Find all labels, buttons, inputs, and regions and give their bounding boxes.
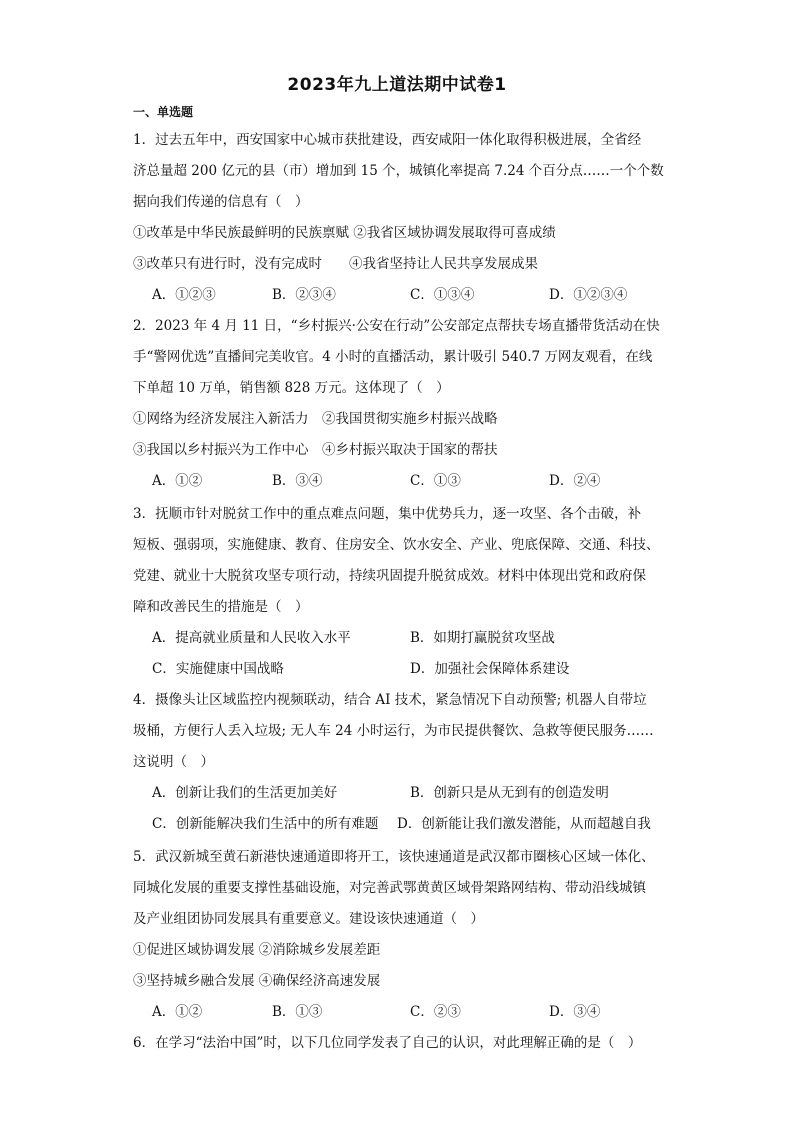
q1-line-2: 济总量超 200 亿元的县（市）增加到 15 个，城镇化率提高 7.24 个百分点……一个个数 [133,163,664,179]
q5-option-d[interactable]: D．③④ [549,1004,601,1020]
q5-statement-1: ①促进区域协调发展 ②消除城乡发展差距 [133,942,381,958]
q3-option-b[interactable]: B．如期打赢脱贫攻坚战 [410,630,555,646]
q2-line-3: 下单超 10 万单，销售额 828 万元。这体现了（ ） [133,380,450,396]
q1-option-c[interactable]: C．①③④ [410,287,475,303]
q4-option-b[interactable]: B．创新只是从无到有的创造发明 [410,785,609,801]
q3-option-a[interactable]: A．提高就业质量和人民收入水平 [152,630,351,646]
q1-statement-1: ①改革是中华民族最鲜明的民族禀赋 ②我省区域协调发展取得可喜成绩 [133,225,556,241]
q5-line-3: 及产业组团协同发展具有重要意义。建设该快速通道（ ） [133,911,484,927]
q2-option-a[interactable]: A．①② [152,473,203,489]
q4-line-3: 这说明（ ） [133,754,214,770]
q2-option-b[interactable]: B．③④ [272,473,323,489]
q1-line-1: 1．过去五年中，西安国家中心城市获批建设，西安咸阳一体化取得积极进展，全省经 [133,132,642,148]
q5-option-c[interactable]: C．②③ [410,1004,461,1020]
q4-line-2: 圾桶，方便行人丢入垃圾; 无人车 24 小时运行，为市民提供餐饮、急救等便民服务…… [133,723,654,739]
q3-line-3: 党建、就业十大脱贫攻坚专项行动，持续巩固提升脱贫成效。材料中体现出党和政府保 [133,568,646,584]
q5-option-a[interactable]: A．①② [152,1004,203,1020]
section-heading: 一、单选题 [133,105,194,119]
q1-option-d[interactable]: D．①②③④ [549,287,628,303]
q5-line-1: 5．武汉新城至黄石新港快速通道即将开工，该快速通道是武汉都市圈核心区域一体化、 [133,849,655,865]
q3-line-2: 短板、强弱项，实施健康、教育、住房安全、饮水安全、产业、兜底保障、交通、科技、 [133,537,660,553]
q4-option-c[interactable]: C．创新能解决我们生活中的所有难题 [152,816,379,832]
q2-option-c[interactable]: C．①③ [410,473,461,489]
q2-line-2: 手“警网优选”直播间完美收官。4 小时的直播活动，累计吸引 540.7 万网友观看，在线 [133,349,653,365]
q3-option-d[interactable]: D．加强社会保障体系建设 [410,661,570,677]
q4-option-a[interactable]: A．创新让我们的生活更加美好 [152,785,338,801]
q1-line-3: 据向我们传递的信息有（ ） [133,194,309,210]
q1-option-b[interactable]: B．②③④ [272,287,336,303]
q3-line-4: 障和改善民生的措施是（ ） [133,599,309,615]
q3-option-c[interactable]: C．实施健康中国战略 [152,661,284,677]
q2-statement-1: ①网络为经济发展注入新活力 ②我国贯彻实施乡村振兴战略 [133,411,498,427]
q3-line-1: 3．抚顺市针对脱贫工作中的重点难点问题，集中优势兵力，逐一攻坚、各个击破，补 [133,506,642,522]
q2-option-d[interactable]: D．②④ [549,473,601,489]
q2-statement-2: ③我国以乡村振兴为工作中心 ④乡村振兴取决于国家的帮扶 [133,442,498,458]
exam-title: 2023年九上道法期中试卷1 [287,75,507,95]
q5-statement-2: ③坚持城乡融合发展 ④确保经济高速发展 [133,973,381,989]
q5-line-2: 同城化发展的重要支撑性基础设施，对完善武鄂黄黄区域骨架路网结构、带动沿线城镇 [133,880,646,896]
q5-option-b[interactable]: B．①③ [272,1004,323,1020]
q1-option-a[interactable]: A．①②③ [152,287,216,303]
q6-line-1: 6．在学习“法治中国”时，以下几位同学发表了自己的认识，对此理解正确的是（ ） [133,1035,642,1051]
q4-option-d[interactable]: D．创新能让我们激发潜能，从而超越自我 [397,816,651,832]
q1-statement-2: ③改革只有进行时，没有完成时 ④我省坚持让人民共享发展成果 [133,256,538,272]
q4-line-1: 4．摄像头让区域监控内视频联动，结合 AI 技术，紧急情况下自动预警; 机器人自带垃 [133,692,647,708]
q2-line-1: 2．2023 年 4 月 11 日，“乡村振兴·公安在行动”公安部定点帮扶专场直播带货活动在快 [133,318,660,334]
